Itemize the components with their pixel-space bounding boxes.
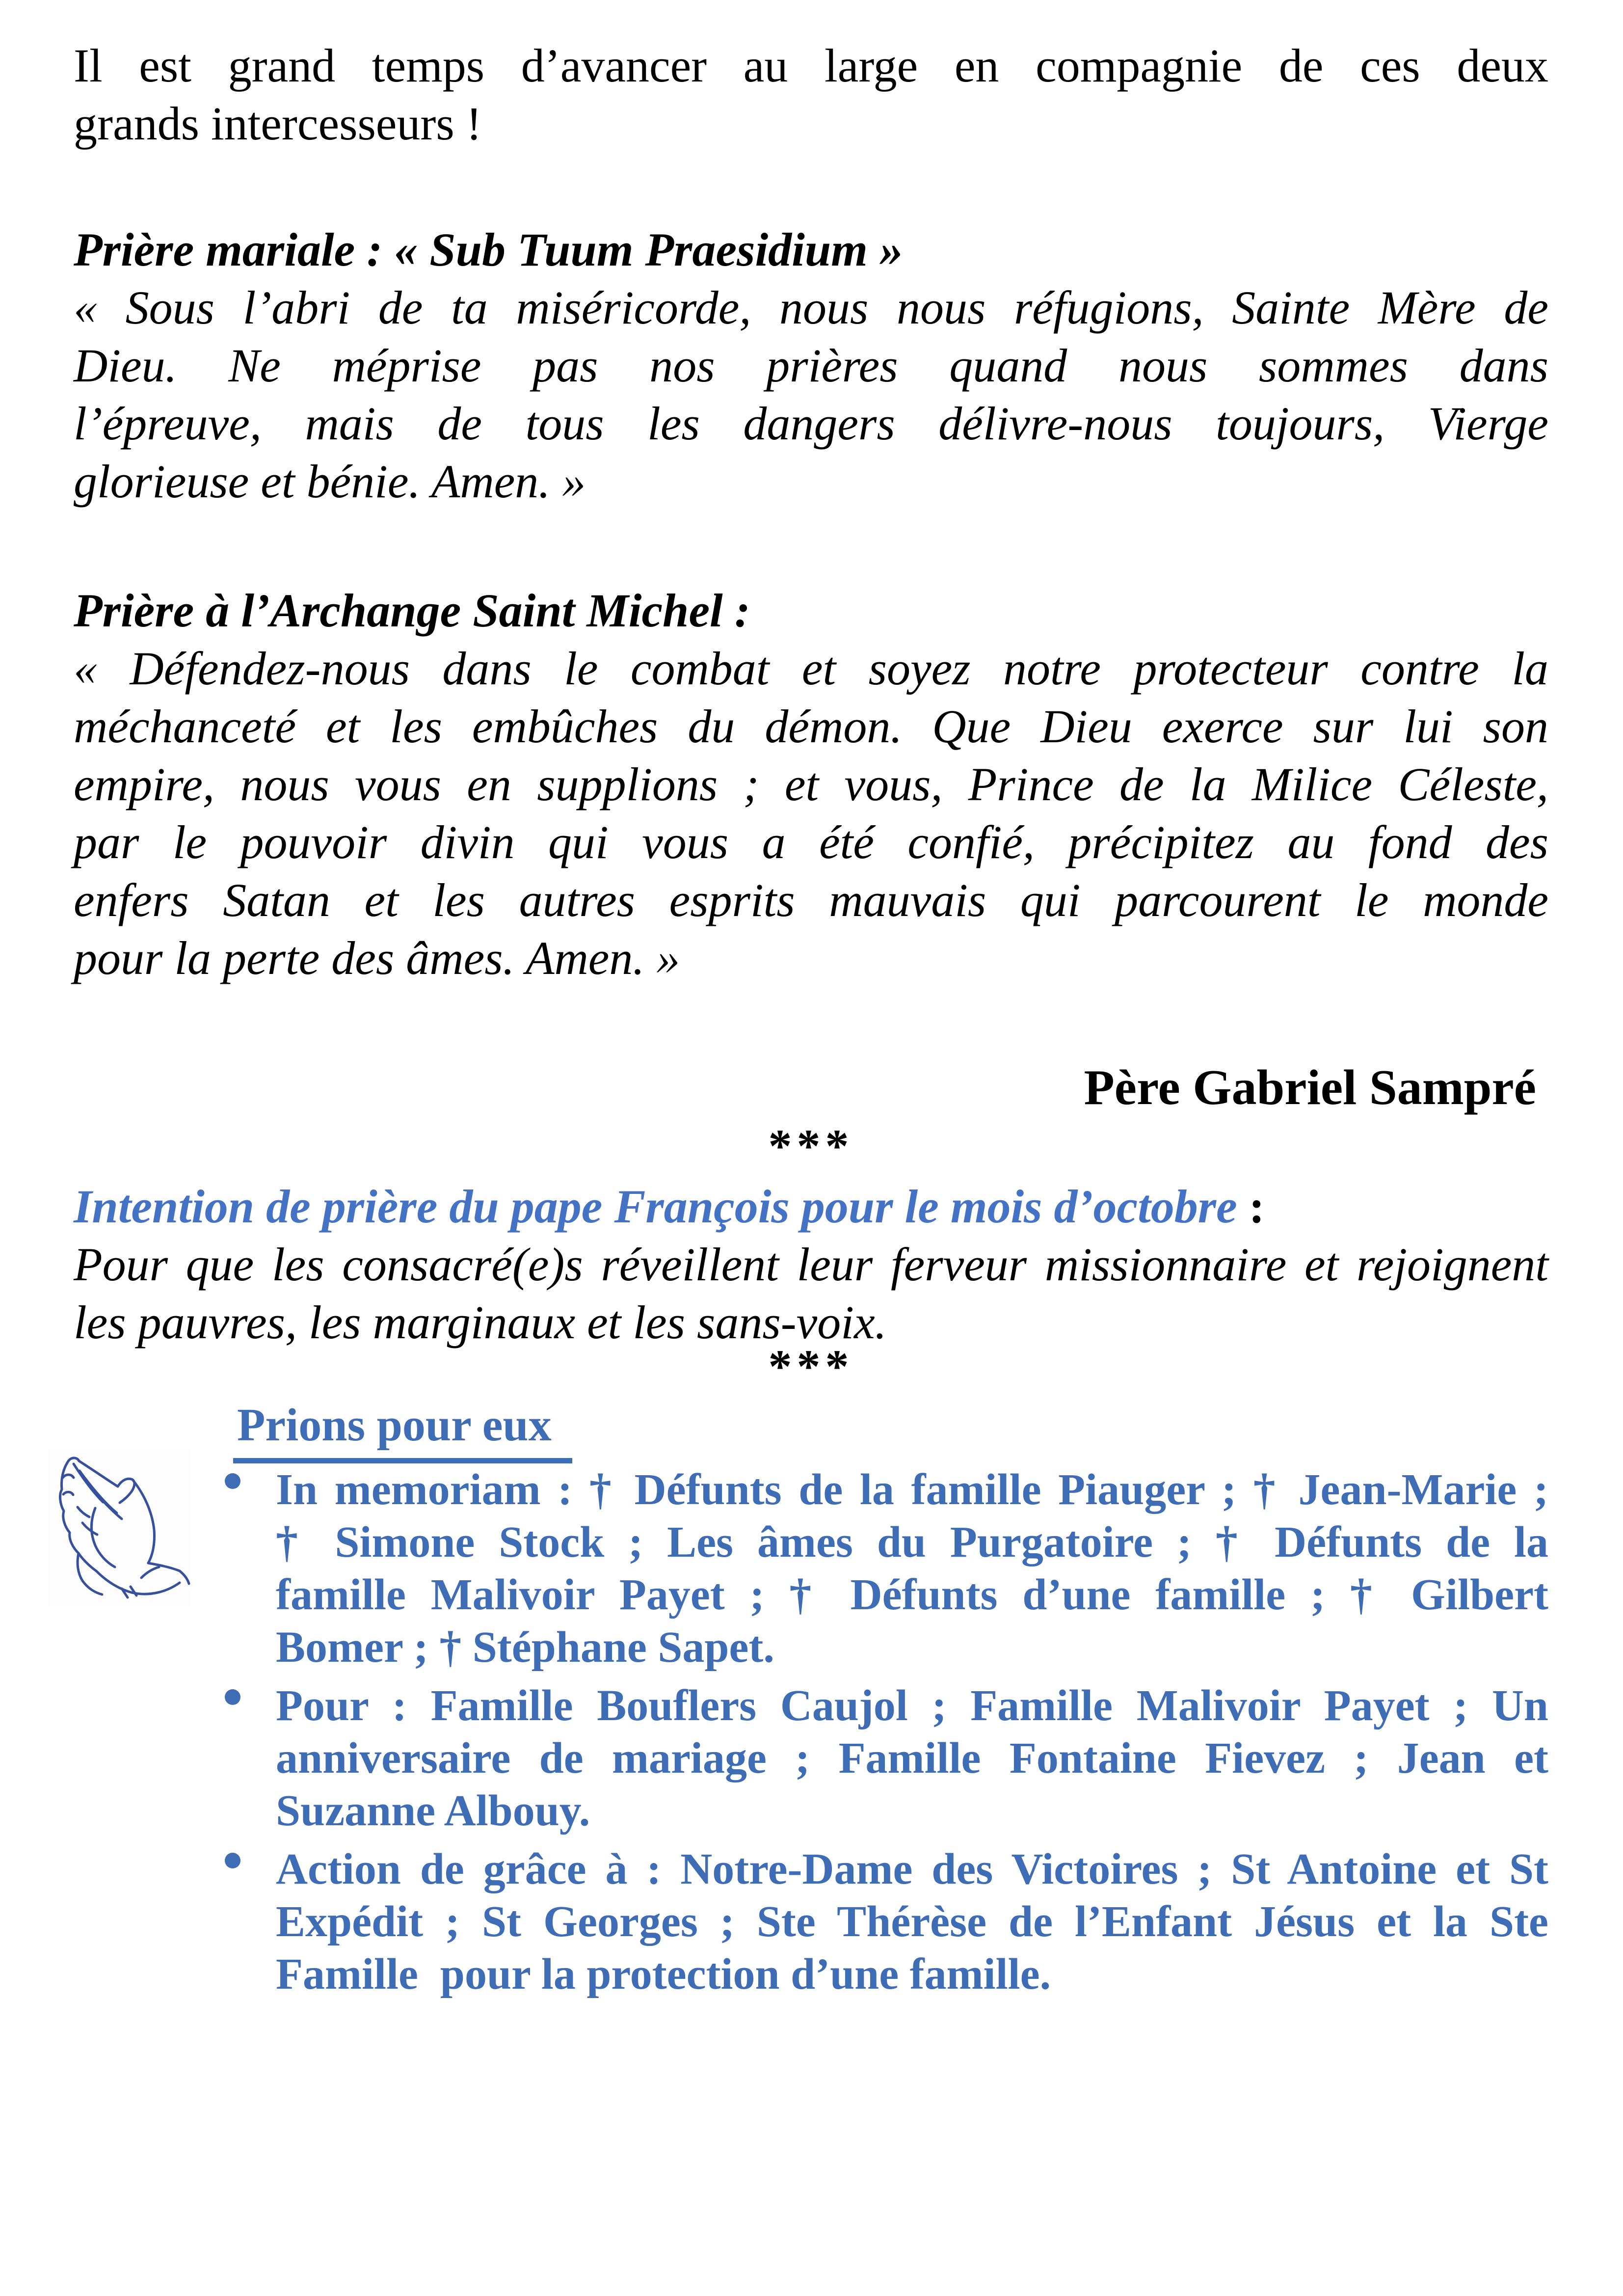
intention-heading-text: Intention de prière du pape François pour le mois d’octobre — [74, 1180, 1237, 1233]
text-line: Il est grand temps d’avancer au large en compagnie de ces deux — [74, 39, 1548, 92]
praying-hands-icon — [48, 1449, 190, 1606]
intro-paragraph — [74, 37, 1548, 153]
prions-title-row — [74, 1396, 1548, 1463]
prions-title: Prions pour eux — [233, 1396, 572, 1463]
marial-prayer-heading: Prière mariale : « Sub Tuum Praesidium » — [74, 223, 903, 276]
text-line: Action de grâce à : Notre-Dame des Victoires ; St Antoine et St — [276, 1845, 1548, 1893]
list-item-action-de-grace — [74, 1843, 1548, 2000]
bullet-dot-icon — [225, 1473, 240, 1489]
text-line: par le pouvoir divin qui vous a été confié, précipitez au fond des — [74, 816, 1548, 868]
text-line: Pour : Famille Bouflers Caujol ; Famille Malivoir Payet ; Un — [276, 1681, 1548, 1730]
text-line: famille Malivoir Payet ; † Défunts d’une famille ; † Gilbert — [276, 1570, 1548, 1619]
text-line: † Simone Stock ; Les âmes du Purgatoire ; † Défunts de la — [276, 1518, 1548, 1567]
text-line: « Sous l’abri de ta miséricorde, nous nous réfugions, Sainte Mère de — [74, 281, 1548, 334]
text-line: glorieuse et bénie. Amen. » — [74, 455, 586, 508]
text-line: méchanceté et les embûches du démon. Que Dieu exerce sur lui son — [74, 700, 1548, 753]
michel-prayer-paragraph — [74, 640, 1548, 987]
text-line: enfers Satan et les autres esprits mauvais qui parcourent le monde — [74, 874, 1548, 926]
intention-heading-colon: : — [1237, 1180, 1265, 1233]
text-line: Expédit ; St Georges ; Ste Thérèse de l’Enfant Jésus et la Ste — [276, 1897, 1548, 1946]
text-line: Pour que les consacré(e)s réveillent leur ferveur missionnaire et rejoignent — [74, 1238, 1548, 1291]
intention-heading — [74, 1178, 1548, 1236]
separator-asterisks: *** — [768, 1120, 854, 1172]
list-item-in-memoriam — [74, 1463, 1548, 1674]
text-line: anniversaire de mariage ; Famille Fontaine Fievez ; Jean et — [276, 1734, 1548, 1783]
text-line: grands intercesseurs ! — [74, 97, 482, 150]
prayer-intentions-list — [74, 1463, 1548, 2000]
text-line: Suzanne Albouy. — [276, 1786, 590, 1835]
text-line: les pauvres, les marginaux et les sans-voix. — [74, 1296, 887, 1349]
bullet-dot-icon — [225, 1689, 240, 1705]
marial-prayer-paragraph — [74, 279, 1548, 511]
michel-prayer-heading: Prière à l’Archange Saint Michel : — [74, 584, 750, 637]
text-line: l’épreuve, mais de tous les dangers délivre-nous toujours, Vierge — [74, 397, 1548, 450]
text-line: pour la perte des âmes. Amen. » — [74, 932, 680, 984]
text-line: In memoriam : † Défunts de la famille Piauger ; † Jean-Marie ; — [276, 1465, 1548, 1514]
text-line: empire, nous vous en supplions ; et vous, Prince de la Milice Céleste, — [74, 758, 1548, 810]
text-line: Dieu. Ne méprise pas nos prières quand nous sommes dans — [74, 339, 1548, 392]
intention-paragraph — [74, 1236, 1548, 1351]
list-item-pour — [74, 1679, 1548, 1837]
text-line: Bomer ; † Stéphane Sapet. — [276, 1623, 774, 1672]
text-line: Famille pour la protection d’une famille. — [276, 1950, 1051, 1999]
text-line: « Défendez-nous dans le combat et soyez notre protecteur contre la — [74, 642, 1548, 695]
bullet-dot-icon — [225, 1853, 240, 1868]
separator-asterisks: *** — [768, 1340, 854, 1393]
signature: Père Gabriel Sampré — [1084, 1060, 1536, 1115]
